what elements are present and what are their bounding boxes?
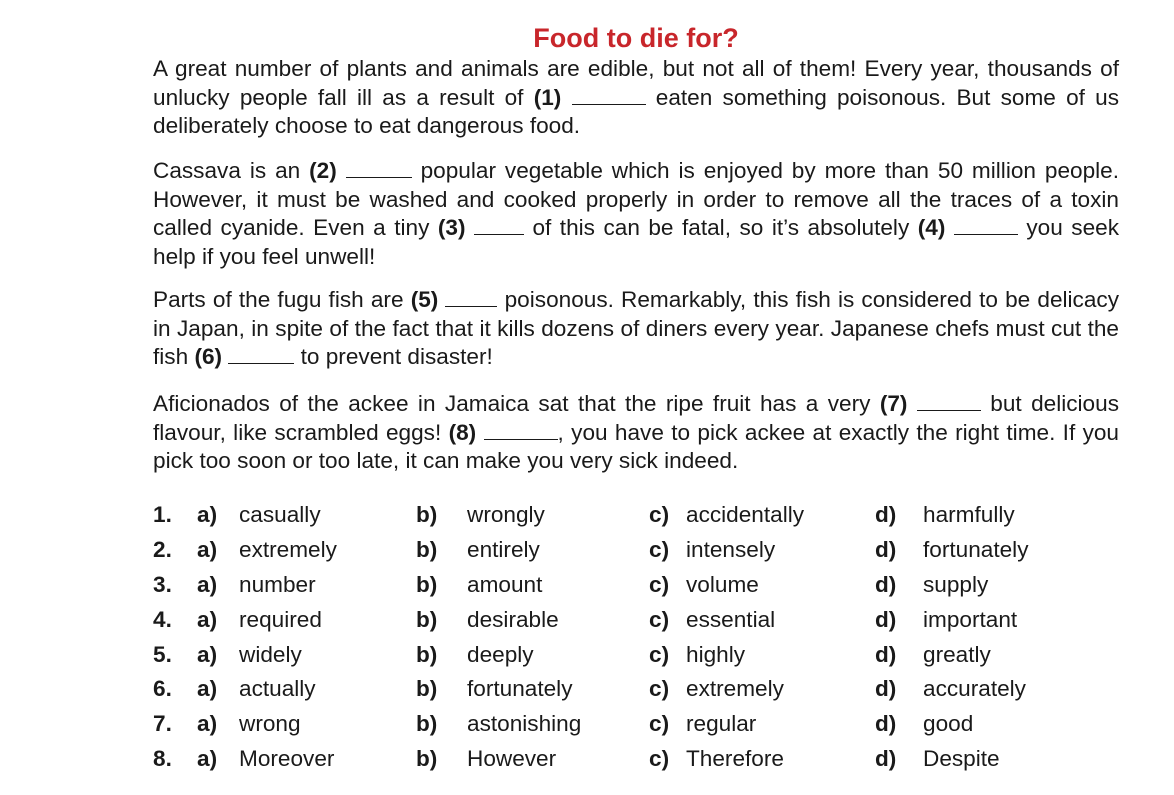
letter-b: b) [416,711,438,737]
gap-number-1: (1) [533,84,562,110]
option-d: Despite [923,746,1000,772]
letter-a: a) [197,571,218,597]
option-a: required [239,606,322,632]
paragraph-text: but delicious flavour, like scrambled eggs! [153,391,1119,445]
option-c: volume [686,571,759,597]
option-c: Therefore [686,746,784,772]
paragraph-text: A great number of plants and animals are edible, but not all of them! Every year, thousands of unlucky people fall ill as a result of [153,56,1119,110]
blank-3 [474,215,524,235]
letter-b: b) [416,746,438,772]
blank-7 [917,391,981,411]
paragraph-text: eaten something poisonous. But some of us deliberately choose to eat dangerous food. [153,84,1120,138]
paragraph-2 [153,157,1119,271]
paragraph-text: you seek help if you feel unwell! [153,215,1120,269]
gap-number-6: (6) [194,344,223,369]
option-c: intensely [686,536,776,562]
option-b: amount [467,571,543,597]
gap-number-2: (2) [309,158,337,183]
letter-c: c) [649,606,670,632]
blank-6 [228,344,294,364]
option-a: widely [239,641,302,667]
page-title: Food to die for? [533,23,739,53]
letter-b: b) [416,502,438,527]
gap-number-4: (4) [917,215,946,240]
option-b: However [467,746,557,772]
option-b: wrongly [467,502,545,527]
option-d: accurately [923,676,1026,702]
letter-a: a) [197,536,218,562]
option-d: good [923,711,974,737]
paragraph-text: Parts of the fugu fish are [153,287,411,312]
paragraph-3 [153,286,1119,372]
letter-c: c) [649,641,670,667]
paragraph-4 [153,390,1119,476]
option-d: important [923,606,1018,632]
letter-c: c) [649,676,670,702]
letter-d: d) [875,746,897,772]
gap-number-5: (5) [410,287,439,312]
paragraph-text: of this can be fatal, so it’s absolutely [523,215,918,240]
letter-c: c) [649,711,670,737]
option-d: harmfully [923,502,1015,527]
letter-a: a) [197,606,218,632]
question-number: 2. [153,536,172,562]
paragraph-text: Cassava is an [153,158,310,183]
letter-b: b) [416,536,438,562]
letter-a: a) [197,502,218,527]
letter-d: d) [875,571,897,597]
option-b: deeply [467,641,534,667]
blank-5 [445,287,497,307]
option-d: greatly [923,641,991,667]
gap-number-7: (7) [879,391,908,416]
option-d: fortunately [923,536,1029,562]
option-a: number [239,571,316,597]
question-number: 7. [153,711,172,737]
option-c: highly [686,641,746,667]
letter-c: c) [649,536,670,562]
letter-c: c) [649,571,670,597]
blank-4 [954,215,1018,235]
option-b: entirely [467,536,540,562]
option-c: accidentally [686,502,805,527]
gap-number-8: (8) [448,419,477,445]
blank-2 [346,158,412,178]
option-a: casually [239,502,321,527]
paragraph-text: Aficionados of the ackee in Jamaica sat that the ripe fruit has a very [153,391,880,416]
letter-d: d) [875,536,897,562]
letter-c: c) [649,746,670,772]
letter-d: d) [875,502,897,527]
letter-a: a) [197,641,218,667]
option-c: extremely [686,676,784,702]
letter-a: a) [197,746,218,772]
letter-b: b) [416,676,438,702]
option-a: extremely [239,536,337,562]
option-d: supply [923,571,989,597]
letter-d: d) [875,641,897,667]
letter-b: b) [416,641,438,667]
letter-c: c) [649,502,670,527]
gap-number-3: (3) [437,215,466,240]
paragraph-text: popular vegetable which is enjoyed by more than 50 million people. However, it must be washed and cooked properly in order to remove all the traces of a toxin called cyanide. Even a tiny [153,158,1120,240]
option-c: regular [686,711,757,737]
question-number: 6. [153,676,172,702]
letter-b: b) [416,571,438,597]
option-c: essential [686,606,776,632]
question-number: 5. [153,641,172,667]
blank-8 [484,420,558,440]
option-a: wrong [239,711,301,737]
paragraph-1 [153,55,1119,141]
paragraph-text: poisonous. Remarkably, this fish is considered to be delicacy in Japan, in spite of the fact that it kills dozens of diners every year. Japanese chefs must cut the fish [153,287,1120,369]
letter-b: b) [416,606,438,632]
question-number: 8. [153,746,172,772]
letter-d: d) [875,711,897,737]
option-a: Moreover [239,746,335,772]
letter-a: a) [197,676,218,702]
option-b: desirable [467,606,559,632]
letter-d: d) [875,606,897,632]
option-a: actually [239,676,316,702]
question-number: 4. [153,606,172,632]
paragraph-text: to prevent disaster! [294,344,493,369]
letter-d: d) [875,676,897,702]
option-b: astonishing [467,711,582,737]
letter-a: a) [197,711,218,737]
blank-1 [572,85,646,105]
option-b: fortunately [467,676,573,702]
paragraph-text: , you have to pick ackee at exactly the right time. If you pick too soon or too late, it can make you very sick indeed. [153,419,1120,473]
question-number: 1. [153,502,172,527]
question-number: 3. [153,571,172,597]
